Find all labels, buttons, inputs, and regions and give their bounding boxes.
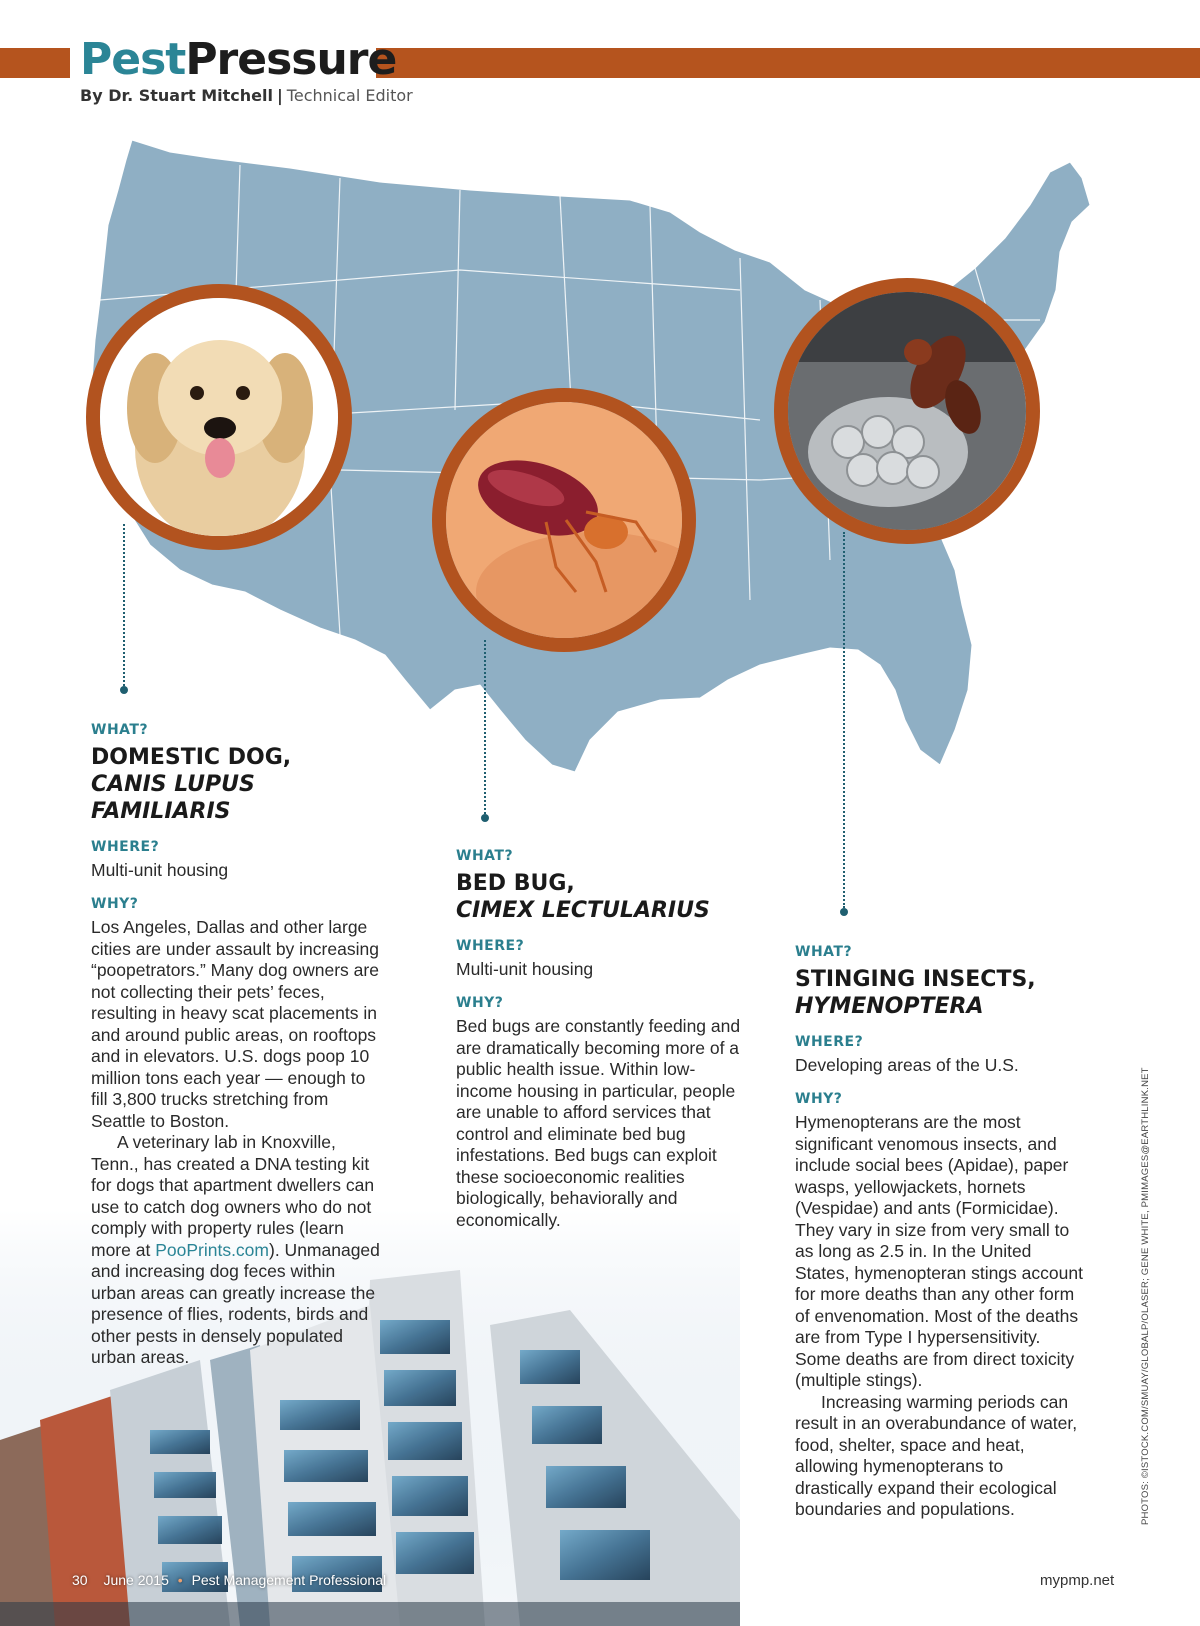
- dog-illustration: [100, 298, 338, 536]
- section-bed-bug: [456, 846, 742, 1231]
- why-p2-text-before: A veterinary lab in Knoxville, Tenn., has created a DNA testing kit for dogs that apartment dwellers can use to catch dog owners who do not comply with property rules (learn more at: [91, 1132, 375, 1260]
- scientific-name: HYMENOPTERA: [795, 993, 984, 1019]
- why-label: WHY?: [456, 994, 504, 1011]
- why-paragraph-1: Hymenopterans are the most significant venomous insects, and include social bees (Apidae), paper wasps, yellowjackets, hornets (Vespidae) and ants (Formicidae). They vary in size from very small to as long as 2.5 in. In the United States, hymenopteran stings account for more deaths than any other form of envenomation. Most of the deaths are from Type I hypersensitivity. Some deaths are from direct toxicity (multiple stings).: [795, 1112, 1083, 1390]
- dog-photo: [86, 284, 352, 550]
- issue-date: June 2015: [103, 1572, 169, 1588]
- section-heading: [456, 870, 742, 924]
- website-link[interactable]: mypmp.net: [1040, 1572, 1115, 1589]
- footer-bullet: •: [177, 1572, 183, 1588]
- what-label: WHAT?: [456, 848, 514, 864]
- bed-bug-photo: [432, 388, 696, 652]
- where-text: Developing areas of the U.S.: [795, 1055, 1019, 1075]
- dog-connector-dot: [120, 686, 128, 694]
- why-paragraph-2: [91, 1132, 381, 1369]
- where-label: WHERE?: [456, 937, 525, 954]
- why-paragraph-1: Bed bugs are constantly feeding and are dramatically becoming more of a public health issue. Within low-income housing in particular, people are unable to afford services that control and eliminate bed bug infestations. Bed bugs can exploit these socioeconomic realities biologically, behaviorally and economically.: [456, 1016, 741, 1230]
- title-part-pressure: Pressure: [185, 34, 397, 85]
- why-paragraph-1: Los Angeles, Dallas and other large cities are under assault by increasing “poopetrators.” Many dog owners are not collecting their pets’ feces, resulting in heavy scat placements in and around public areas, on rooftops and in elevators. U.S. dogs poop 10 million tons each year — enough to fill 3,800 trucks stretching from Seattle to Boston.: [91, 917, 379, 1131]
- author-name: By Dr. Stuart Mitchell: [80, 86, 273, 105]
- bedbug-connector-line: [484, 640, 486, 814]
- section-heading: [91, 744, 381, 825]
- section-domestic-dog: [91, 720, 381, 1369]
- why-paragraph-2: Increasing warming periods can result in an overabundance of water, food, shelter, space and heat, allowing hymenopterans to drastically expand their ecological boundaries and populations.: [795, 1391, 1078, 1519]
- why-p2-text-after: ). Unmanaged and increasing dog feces within urban areas can greatly increase the presence of flies, rodents, birds and other pests in densely populated urban areas.: [91, 1239, 380, 1367]
- why-label: WHY?: [795, 1090, 843, 1107]
- wasp-photo: [774, 278, 1040, 544]
- bed-bug-illustration: [446, 402, 682, 638]
- section-heading: [795, 966, 1085, 1020]
- what-label: WHAT?: [795, 944, 853, 960]
- page-number: 30: [72, 1572, 88, 1588]
- byline-separator: |: [276, 86, 283, 105]
- photo-credit: PHOTOS: ©ISTOCK.COM/SMUAY/GLOBALP/OLASER; GENE WHITE, PMIMAGES@EARTHLINK.NET: [1140, 1067, 1151, 1525]
- scientific-name: CANIS LUPUS FAMILIARIS: [91, 771, 255, 824]
- common-name: STINGING INSECTS,: [795, 966, 1036, 992]
- author-role: Technical Editor: [286, 86, 413, 105]
- bedbug-connector-dot: [481, 814, 489, 822]
- publication-name: Pest Management Professional: [191, 1572, 387, 1588]
- section-stinging-insects: [795, 942, 1085, 1521]
- wasp-connector-dot: [840, 908, 848, 916]
- wasp-connector-line: [843, 532, 845, 908]
- common-name: BED BUG,: [456, 870, 575, 896]
- where-label: WHERE?: [91, 838, 160, 855]
- where-label: WHERE?: [795, 1033, 864, 1050]
- wasp-illustration: [788, 292, 1026, 530]
- why-label: WHY?: [91, 895, 139, 912]
- where-text: Multi-unit housing: [456, 959, 594, 979]
- footer-folio: [72, 1572, 386, 1588]
- title-part-pest: Pest: [80, 34, 186, 85]
- pooprints-link[interactable]: PooPrints.com: [155, 1239, 269, 1260]
- what-label: WHAT?: [91, 722, 149, 738]
- common-name: DOMESTIC DOG,: [91, 744, 292, 770]
- scientific-name: CIMEX LECTULARIUS: [456, 897, 710, 923]
- where-text: Multi-unit housing: [91, 860, 229, 880]
- dog-connector-line: [123, 524, 125, 686]
